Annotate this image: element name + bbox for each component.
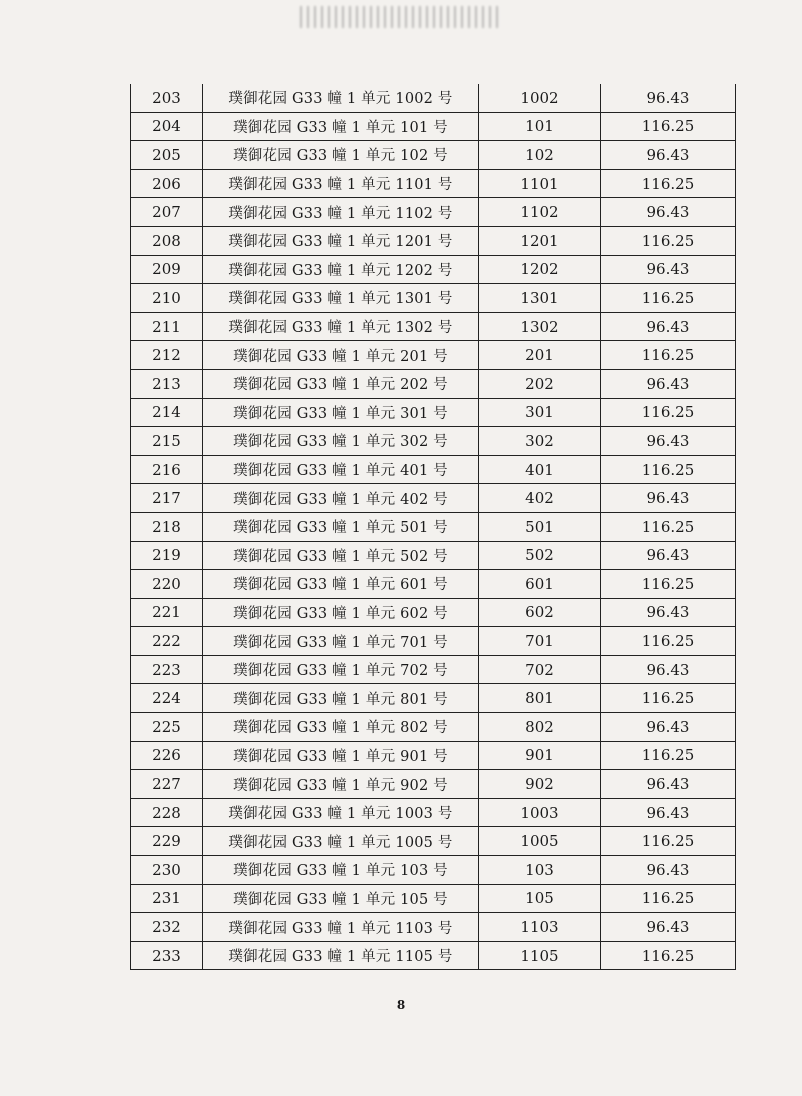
room-number-cell: 1003 <box>479 798 601 827</box>
area-cell: 96.43 <box>601 770 736 799</box>
table-row <box>131 627 736 656</box>
address-cell: 璞御花园 G33 幢 1 单元 1002 号 <box>203 84 479 112</box>
row-number-cell: 225 <box>131 713 203 742</box>
table-row <box>131 284 736 313</box>
row-number-cell: 221 <box>131 598 203 627</box>
row-number-cell: 220 <box>131 570 203 599</box>
area-cell: 116.25 <box>601 684 736 713</box>
area-cell: 96.43 <box>601 856 736 885</box>
room-number-cell: 601 <box>479 570 601 599</box>
room-number-cell: 105 <box>479 884 601 913</box>
address-cell: 璞御花园 G33 幢 1 单元 301 号 <box>203 398 479 427</box>
address-cell: 璞御花园 G33 幢 1 单元 501 号 <box>203 512 479 541</box>
room-number-cell: 1202 <box>479 255 601 284</box>
row-number-cell: 230 <box>131 856 203 885</box>
row-number-cell: 223 <box>131 655 203 684</box>
room-number-cell: 102 <box>479 141 601 170</box>
row-number-cell: 217 <box>131 484 203 513</box>
table-row <box>131 570 736 599</box>
address-cell: 璞御花园 G33 幢 1 单元 105 号 <box>203 884 479 913</box>
table-row <box>131 455 736 484</box>
address-cell: 璞御花园 G33 幢 1 单元 1103 号 <box>203 913 479 942</box>
room-number-cell: 902 <box>479 770 601 799</box>
area-cell: 116.25 <box>601 169 736 198</box>
room-number-cell: 502 <box>479 541 601 570</box>
room-number-cell: 1103 <box>479 913 601 942</box>
table-row <box>131 741 736 770</box>
room-number-cell: 1101 <box>479 169 601 198</box>
table-row <box>131 512 736 541</box>
table-row <box>131 941 736 970</box>
room-number-cell: 302 <box>479 427 601 456</box>
address-cell: 璞御花园 G33 幢 1 单元 802 号 <box>203 713 479 742</box>
row-number-cell: 209 <box>131 255 203 284</box>
address-cell: 璞御花园 G33 幢 1 单元 201 号 <box>203 341 479 370</box>
row-number-cell: 227 <box>131 770 203 799</box>
address-cell: 璞御花园 G33 幢 1 单元 1101 号 <box>203 169 479 198</box>
address-cell: 璞御花园 G33 幢 1 单元 101 号 <box>203 112 479 141</box>
area-cell: 96.43 <box>601 198 736 227</box>
room-number-cell: 1105 <box>479 941 601 970</box>
address-cell: 璞御花园 G33 幢 1 单元 1301 号 <box>203 284 479 313</box>
area-cell: 96.43 <box>601 713 736 742</box>
row-number-cell: 232 <box>131 913 203 942</box>
area-cell: 116.25 <box>601 827 736 856</box>
table-row <box>131 169 736 198</box>
room-number-cell: 402 <box>479 484 601 513</box>
room-number-cell: 201 <box>479 341 601 370</box>
table-row <box>131 856 736 885</box>
table-row <box>131 884 736 913</box>
area-cell: 96.43 <box>601 655 736 684</box>
table-row <box>131 541 736 570</box>
table-row <box>131 484 736 513</box>
table-row <box>131 713 736 742</box>
room-number-cell: 602 <box>479 598 601 627</box>
row-number-cell: 226 <box>131 741 203 770</box>
room-number-cell: 101 <box>479 112 601 141</box>
row-number-cell: 207 <box>131 198 203 227</box>
row-number-cell: 213 <box>131 369 203 398</box>
row-number-cell: 222 <box>131 627 203 656</box>
area-cell: 116.25 <box>601 570 736 599</box>
table-row <box>131 598 736 627</box>
area-cell: 116.25 <box>601 341 736 370</box>
address-cell: 璞御花园 G33 幢 1 单元 1202 号 <box>203 255 479 284</box>
table-row <box>131 913 736 942</box>
table-row <box>131 312 736 341</box>
property-table <box>130 84 736 970</box>
area-cell: 116.25 <box>601 741 736 770</box>
row-number-cell: 204 <box>131 112 203 141</box>
area-cell: 96.43 <box>601 798 736 827</box>
address-cell: 璞御花园 G33 幢 1 单元 401 号 <box>203 455 479 484</box>
area-cell: 96.43 <box>601 312 736 341</box>
address-cell: 璞御花园 G33 幢 1 单元 702 号 <box>203 655 479 684</box>
row-number-cell: 205 <box>131 141 203 170</box>
property-table-container <box>130 84 735 970</box>
table-row <box>131 798 736 827</box>
table-row <box>131 341 736 370</box>
address-cell: 璞御花园 G33 幢 1 单元 302 号 <box>203 427 479 456</box>
row-number-cell: 206 <box>131 169 203 198</box>
room-number-cell: 701 <box>479 627 601 656</box>
row-number-cell: 214 <box>131 398 203 427</box>
table-row <box>131 827 736 856</box>
table-row <box>131 226 736 255</box>
table-row <box>131 141 736 170</box>
address-cell: 璞御花园 G33 幢 1 单元 202 号 <box>203 369 479 398</box>
row-number-cell: 211 <box>131 312 203 341</box>
area-cell: 116.25 <box>601 941 736 970</box>
row-number-cell: 216 <box>131 455 203 484</box>
row-number-cell: 212 <box>131 341 203 370</box>
room-number-cell: 901 <box>479 741 601 770</box>
area-cell: 96.43 <box>601 255 736 284</box>
area-cell: 116.25 <box>601 112 736 141</box>
room-number-cell: 103 <box>479 856 601 885</box>
address-cell: 璞御花园 G33 幢 1 单元 1302 号 <box>203 312 479 341</box>
room-number-cell: 1302 <box>479 312 601 341</box>
address-cell: 璞御花园 G33 幢 1 单元 602 号 <box>203 598 479 627</box>
row-number-cell: 219 <box>131 541 203 570</box>
area-cell: 96.43 <box>601 913 736 942</box>
room-number-cell: 702 <box>479 655 601 684</box>
row-number-cell: 231 <box>131 884 203 913</box>
address-cell: 璞御花园 G33 幢 1 单元 701 号 <box>203 627 479 656</box>
address-cell: 璞御花园 G33 幢 1 单元 102 号 <box>203 141 479 170</box>
address-cell: 璞御花园 G33 幢 1 单元 902 号 <box>203 770 479 799</box>
area-cell: 116.25 <box>601 398 736 427</box>
address-cell: 璞御花园 G33 幢 1 单元 901 号 <box>203 741 479 770</box>
row-number-cell: 210 <box>131 284 203 313</box>
room-number-cell: 802 <box>479 713 601 742</box>
address-cell: 璞御花园 G33 幢 1 单元 502 号 <box>203 541 479 570</box>
room-number-cell: 1005 <box>479 827 601 856</box>
area-cell: 116.25 <box>601 884 736 913</box>
row-number-cell: 215 <box>131 427 203 456</box>
table-row <box>131 655 736 684</box>
address-cell: 璞御花园 G33 幢 1 单元 601 号 <box>203 570 479 599</box>
room-number-cell: 1301 <box>479 284 601 313</box>
table-row <box>131 369 736 398</box>
area-cell: 116.25 <box>601 284 736 313</box>
address-cell: 璞御花园 G33 幢 1 单元 1105 号 <box>203 941 479 970</box>
address-cell: 璞御花园 G33 幢 1 单元 1003 号 <box>203 798 479 827</box>
area-cell: 96.43 <box>601 427 736 456</box>
page-number: 8 <box>396 998 406 1012</box>
address-cell: 璞御花园 G33 幢 1 单元 1102 号 <box>203 198 479 227</box>
room-number-cell: 1002 <box>479 84 601 112</box>
room-number-cell: 401 <box>479 455 601 484</box>
row-number-cell: 218 <box>131 512 203 541</box>
address-cell: 璞御花园 G33 幢 1 单元 1005 号 <box>203 827 479 856</box>
room-number-cell: 202 <box>479 369 601 398</box>
table-row <box>131 427 736 456</box>
area-cell: 96.43 <box>601 541 736 570</box>
table-row <box>131 112 736 141</box>
room-number-cell: 301 <box>479 398 601 427</box>
room-number-cell: 1102 <box>479 198 601 227</box>
area-cell: 96.43 <box>601 84 736 112</box>
row-number-cell: 229 <box>131 827 203 856</box>
area-cell: 116.25 <box>601 627 736 656</box>
row-number-cell: 203 <box>131 84 203 112</box>
area-cell: 116.25 <box>601 455 736 484</box>
area-cell: 96.43 <box>601 141 736 170</box>
row-number-cell: 208 <box>131 226 203 255</box>
table-row <box>131 770 736 799</box>
table-row <box>131 398 736 427</box>
room-number-cell: 1201 <box>479 226 601 255</box>
address-cell: 璞御花园 G33 幢 1 单元 103 号 <box>203 856 479 885</box>
room-number-cell: 801 <box>479 684 601 713</box>
area-cell: 116.25 <box>601 512 736 541</box>
area-cell: 96.43 <box>601 369 736 398</box>
address-cell: 璞御花园 G33 幢 1 单元 1201 号 <box>203 226 479 255</box>
address-cell: 璞御花园 G33 幢 1 单元 402 号 <box>203 484 479 513</box>
row-number-cell: 224 <box>131 684 203 713</box>
address-cell: 璞御花园 G33 幢 1 单元 801 号 <box>203 684 479 713</box>
scan-artifact <box>300 6 500 28</box>
table-row <box>131 198 736 227</box>
area-cell: 96.43 <box>601 598 736 627</box>
table-row <box>131 84 736 112</box>
area-cell: 116.25 <box>601 226 736 255</box>
area-cell: 96.43 <box>601 484 736 513</box>
table-row <box>131 255 736 284</box>
row-number-cell: 233 <box>131 941 203 970</box>
table-body <box>131 84 736 970</box>
room-number-cell: 501 <box>479 512 601 541</box>
row-number-cell: 228 <box>131 798 203 827</box>
table-row <box>131 684 736 713</box>
